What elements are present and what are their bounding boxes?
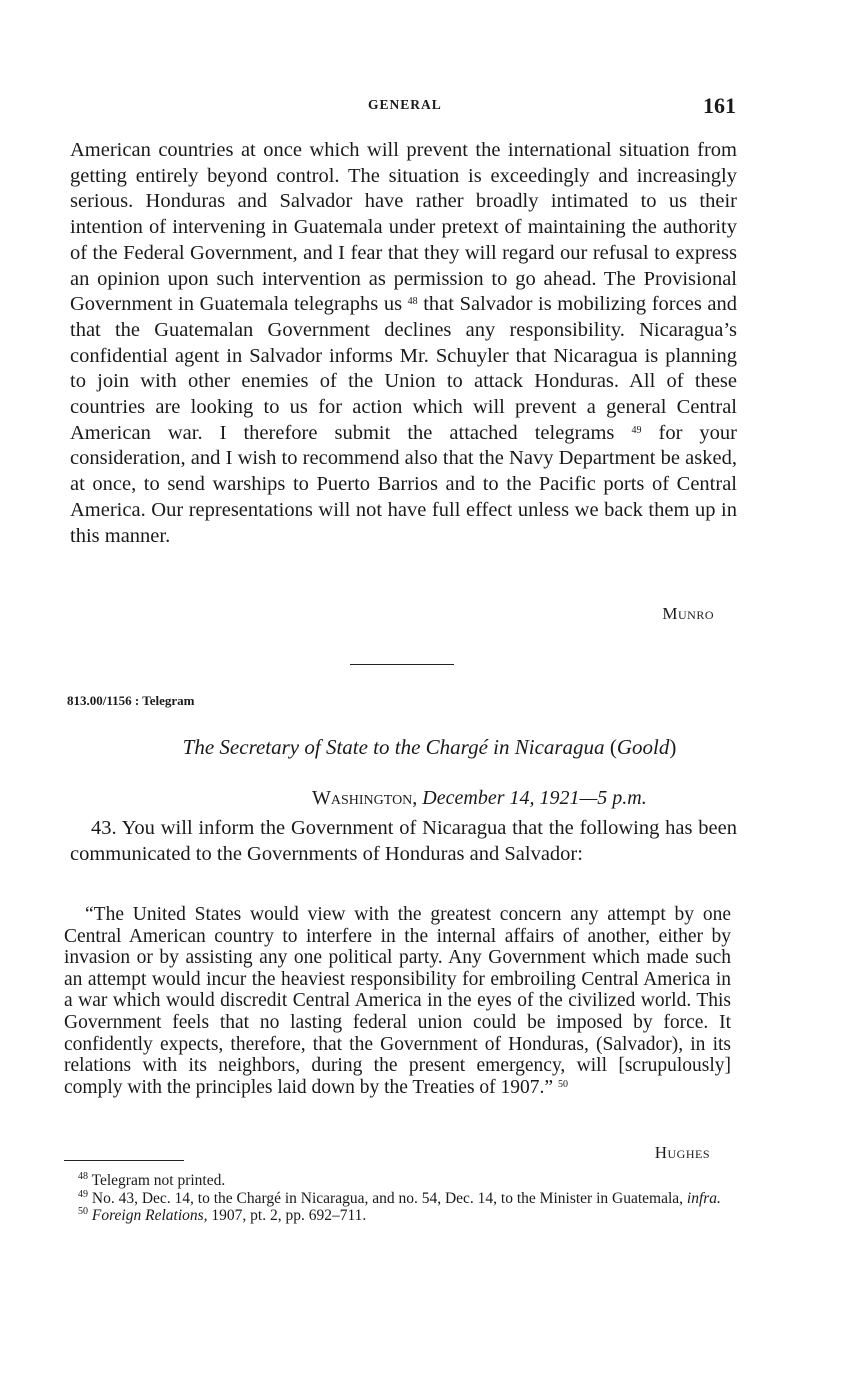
footnote-text: 1907, pt. 2, pp. 692–711. [207,1207,367,1224]
footnote-italic: Foreign Relations, [91,1207,208,1224]
document-title-open-paren: ( [604,735,617,759]
footnote-48 [64,1172,731,1190]
footnote-49 [64,1190,731,1208]
quotation-text: “The United States would view with the greatest concern any attempt by one Central American country to interfere in the internal affairs of another, either by invasion or by assisting any one political party. Any Government which made such an attempt would incur the heaviest responsibility for embroiling Central America in a war which would discredit Central America in the eyes of the civilized world. This Government feels that no lasting federal union could be imposed by force. It confidently expects, therefore, that the Government of Honduras, (Salvador), in its relations with its neighbors, during the present emergency, will [scrupulously] comply with the principles laid down by the Treaties of 1907.” [64,904,731,1098]
running-head-title: GENERAL [368,97,442,112]
section-divider [350,664,454,665]
paragraph-1-text-c: for your consideration, and I wish to recommend also that the Navy Department be asked, at once, to send warships to Puerto Barrios and to the Pacific ports of Central America. Our representations will not have full effect unless we back them up in this manner. [70,421,737,547]
footnote-italic: infra. [686,1189,721,1207]
dateline [312,787,647,810]
dateline-place: Washington, [312,787,418,809]
body-paragraph-1 [70,138,737,549]
running-head [0,93,859,123]
paragraph-1-text-a: American countries at once which will prevent the international situation from getting entirely beyond control. The situation is exceedingly and increasingly serious. Honduras and Salvador have rather broadly intimated to us their intention of intervening in Guatemala under pretext of maintaining the authority of the Federal Government, and I fear that they will regard our refusal to express an opinion upon such intervention as permission to go ahead. The Provisional Government in Guatemala telegraphs us [70,139,737,316]
footnote-50 [64,1207,731,1225]
paragraph-1-text-b: that Salvador is mobilizing forces and that the Guatemalan Government declines any responsibility. Nicaragua’s confidential agent in Salvador informs Mr. Schuyler that Nicaragua is planning to join with other enemies of the Union to attack Honduras. All of these countries are looking to us for action which will prevent a general Central American war. I therefore submit the attached telegrams [70,293,737,444]
footnote-text: No. 43, Dec. 14, to the Chargé in Nicaragua, and no. 54, Dec. 14, to the Minister in Guatemala, [91,1189,687,1207]
footnote-ref-48: 48 [407,296,418,308]
footnotes [64,1172,731,1225]
footnote-ref-49: 49 [631,424,642,436]
body-paragraph-2: 43. You will inform the Government of Nicaragua that the following has been communicated to the Governments of Honduras and Salvador: [70,817,737,865]
document-title [0,735,859,760]
file-reference: 813.00/1156 : Telegram [67,693,195,708]
footnote-marker: 49 [78,1188,88,1200]
dateline-date: December 14, 1921—5 p.m. [417,787,647,809]
quoted-communication [64,904,731,1098]
footnote-marker: 50 [78,1206,88,1217]
signature-hughes: Hughes [654,1143,710,1162]
document-title-main: The Secretary of State to the Chargé in Nicaragua [182,735,605,759]
document-title-close-paren: ) [669,735,677,759]
page-number: 161 [703,93,736,118]
signature-munro: Munro [662,604,714,623]
document-title-name: Goold [616,735,670,759]
footnote-ref-50: 50 [557,1078,568,1090]
footnote-marker: 48 [78,1171,88,1182]
footnote-text: Telegram not printed. [91,1172,226,1189]
footnote-divider [64,1160,184,1161]
